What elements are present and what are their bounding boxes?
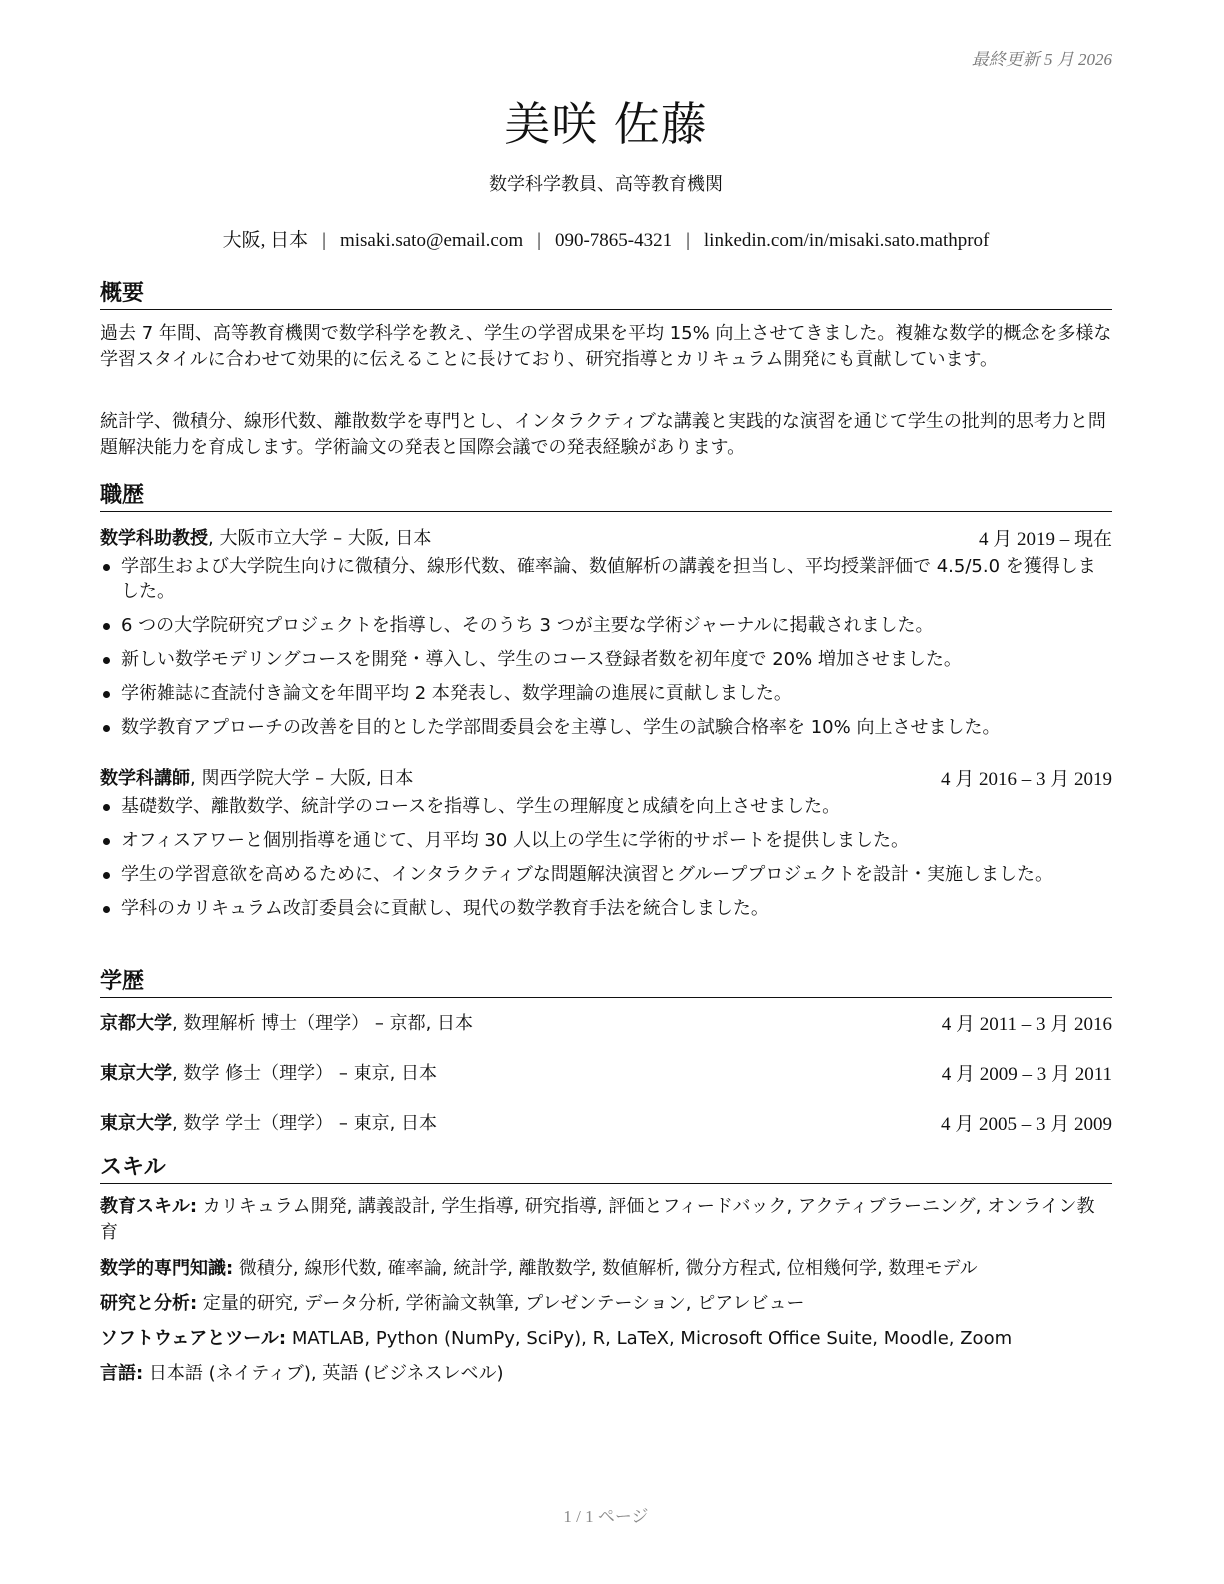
- school-name: 東京大学: [100, 1113, 172, 1134]
- list-item: 学生の学習意欲を高めるために、インタラクティブな問題解決演習とグループプロジェクトを設計・実施しました。: [100, 862, 1112, 887]
- contact-line: 大阪, 日本 | misaki.sato@email.com | 090-7865-4321 | linkedin.com/in/misaki.sato.mathprof: [222, 230, 990, 251]
- skill-line: [100, 1291, 1112, 1317]
- education-item: [100, 1059, 1112, 1086]
- section-title-education: 学歴: [100, 964, 1112, 998]
- last-updated: 最終更新 5 月 2026: [971, 50, 1112, 69]
- school-name: 東京大学: [100, 1063, 172, 1084]
- contact-email[interactable]: misaki.sato@email.com: [339, 230, 524, 251]
- list-item: 6 つの大学院研究プロジェクトを指導し、そのうち 3 つが主要な学術ジャーナルに掲載されました。: [100, 613, 1112, 638]
- skill-label: 教育スキル:: [100, 1196, 198, 1217]
- job-bullets: [100, 794, 1112, 930]
- section-title-experience: 職歴: [100, 478, 1112, 512]
- skill-line: [100, 1194, 1112, 1246]
- job-title: 数学科学教員、高等教育機関: [489, 174, 723, 195]
- skill-line: [100, 1361, 1112, 1387]
- skill-value: 微積分, 線形代数, 確率論, 統計学, 離散数学, 数値解析, 微分方程式, 位相幾何学, 数理モデル: [233, 1258, 978, 1279]
- job-header: [100, 764, 1112, 791]
- job-org: , 大阪市立大学 – 大阪, 日本: [208, 528, 432, 549]
- section-title-summary: 概要: [100, 276, 1112, 310]
- contact-phone: 090-7865-4321: [554, 230, 673, 251]
- job-role: 数学科講師: [100, 768, 190, 789]
- job-org: , 関西学院大学 – 大阪, 日本: [190, 768, 414, 789]
- degree-detail: , 数学 修士（理学） – 東京, 日本: [172, 1063, 438, 1084]
- list-item: 数学教育アプローチの改善を目的とした学部間委員会を主導し、学生の試験合格率を 10% 向上させました。: [100, 715, 1112, 740]
- resume-page: [100, 0, 1112, 1584]
- job-role: 数学科助教授: [100, 528, 208, 549]
- contact-linkedin[interactable]: linkedin.com/in/misaki.sato.mathprof: [703, 230, 990, 251]
- education-date: 4 月 2009 – 3 月 2011: [941, 1064, 1112, 1085]
- list-item: 基礎数学、離散数学、統計学のコースを指導し、学生の理解度と成績を向上させました。: [100, 794, 1112, 819]
- job-bullets: [100, 554, 1112, 749]
- skill-label: ソフトウェアとツール:: [100, 1328, 287, 1349]
- section-title-skills: スキル: [100, 1150, 1112, 1184]
- degree-detail: , 数学 学士（理学） – 東京, 日本: [172, 1113, 438, 1134]
- summary-paragraph-2: 統計学、微積分、線形代数、離散数学を専門とし、インタラクティブな講義と実践的な演習を通じて学生の批判的思考力と問題解決能力を育成します。学術論文の発表と国際会議での発表経験があります。: [100, 411, 1106, 458]
- skill-value: MATLAB, Python (NumPy, SciPy), R, LaTeX, Microsoft Office Suite, Moodle, Zoom: [286, 1328, 1013, 1349]
- page-number: 1 / 1 ページ: [563, 1507, 649, 1526]
- list-item: 学部生および大学院生向けに微積分、線形代数、確率論、数値解析の講義を担当し、平均授業評価で 4.5/5.0 を獲得しました。: [100, 554, 1112, 604]
- skill-label: 言語:: [100, 1363, 144, 1384]
- skill-value: カリキュラム開発, 講義設計, 学生指導, 研究指導, 評価とフィードバック, アクティブラーニング, オンライン教育: [100, 1196, 1095, 1243]
- list-item: 学術雑誌に査読付き論文を年間平均 2 本発表し、数学理論の進展に貢献しました。: [100, 681, 1112, 706]
- skill-value: 定量的研究, データ分析, 学術論文執筆, プレゼンテーション, ピアレビュー: [197, 1293, 805, 1314]
- job-date: 4 月 2016 – 3 月 2019: [940, 769, 1112, 790]
- education-date: 4 月 2005 – 3 月 2009: [940, 1114, 1112, 1135]
- list-item: オフィスアワーと個別指導を通じて、月平均 30 人以上の学生に学術的サポートを提供しました。: [100, 828, 1112, 853]
- contact-location: 大阪, 日本: [222, 230, 309, 251]
- summary-paragraph-1: 過去 7 年間、高等教育機関で数学科学を教え、学生の学習成果を平均 15% 向上させてきました。複雑な数学的概念を多様な学習スタイルに合わせて効果的に伝えることに長けており、研究指導とカリキュラム開発にも貢献しています。: [100, 323, 1112, 370]
- person-name: 美咲 佐藤: [504, 97, 708, 151]
- education-item: [100, 1009, 1112, 1036]
- education-date: 4 月 2011 – 3 月 2016: [941, 1014, 1112, 1035]
- skill-label: 研究と分析:: [100, 1293, 198, 1314]
- skill-line: [100, 1256, 1112, 1282]
- skill-line: [100, 1326, 1112, 1352]
- education-item: [100, 1109, 1112, 1136]
- skill-label: 数学的専門知識:: [100, 1258, 234, 1279]
- skill-value: 日本語 (ネイティブ), 英語 (ビジネスレベル): [143, 1363, 504, 1384]
- school-name: 京都大学: [100, 1013, 172, 1034]
- list-item: 学科のカリキュラム改訂委員会に貢献し、現代の数学教育手法を統合しました。: [100, 896, 1112, 921]
- degree-detail: , 数理解析 博士（理学） – 京都, 日本: [172, 1013, 474, 1034]
- job-date: 4 月 2019 – 現在: [978, 529, 1112, 550]
- list-item: 新しい数学モデリングコースを開発・導入し、学生のコース登録者数を初年度で 20% 増加させました。: [100, 647, 1112, 672]
- job-header: [100, 524, 1112, 551]
